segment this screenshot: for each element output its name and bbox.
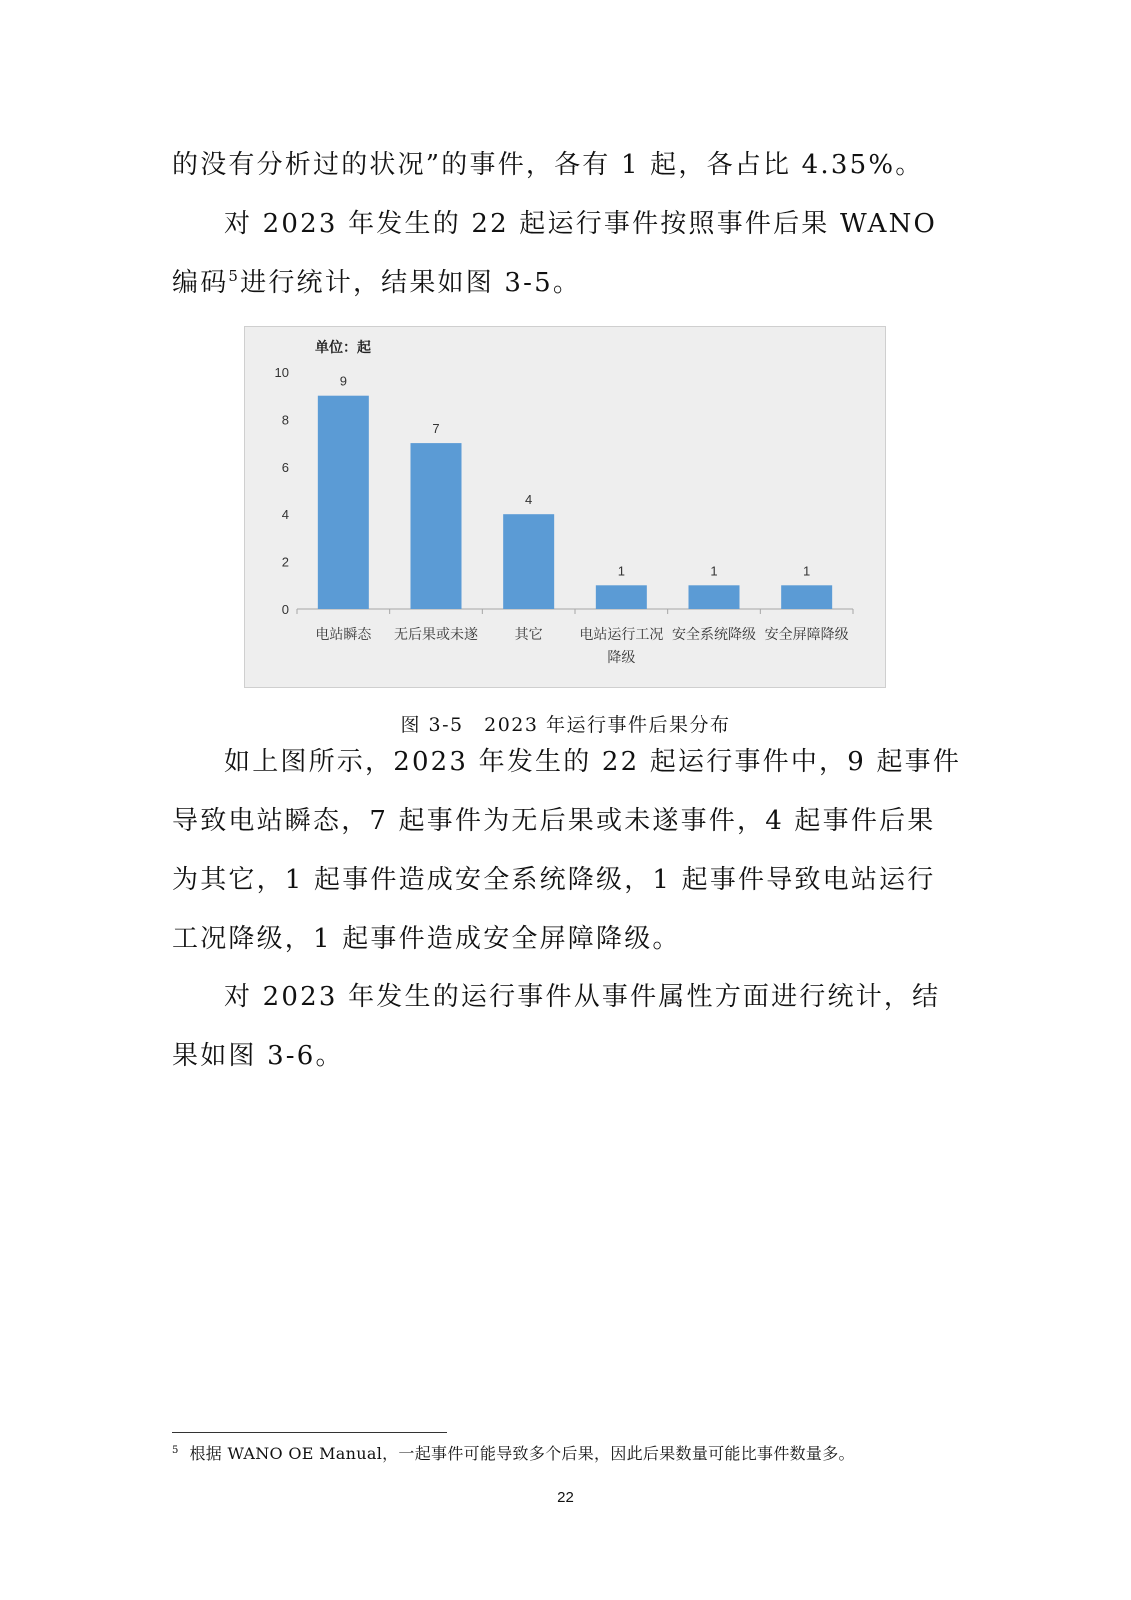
x-tick-label: [765, 626, 849, 642]
x-tick-label: [672, 626, 756, 642]
bar: [503, 514, 554, 609]
x-tick-label: [579, 626, 663, 665]
y-tick-label: 8: [281, 412, 289, 428]
bar: [596, 585, 647, 609]
bar: [411, 443, 462, 609]
y-tick-label: 2: [281, 554, 289, 570]
x-tick-label-line: 降级: [607, 649, 636, 665]
figure-caption: 图 3-5 2023 年运行事件后果分布: [400, 714, 731, 736]
data-label: 1: [803, 563, 811, 579]
footnote-mark: 5: [172, 1445, 179, 1456]
y-tick-label: 4: [281, 507, 289, 523]
x-tick-label-line: 安全屏障降级: [764, 626, 849, 642]
paragraph-3: 如上图所示，2023 年发生的 22 起运行事件中，9 起事件导致电站瞬态，7 起事件为无后果或未遂事件，4 起事件后果为其它，1 起事件造成安全系统降级，1 起事件导致电站运行工况降级，1 起事件造成安全屏障降级。: [172, 747, 962, 954]
paragraph-4: 对 2023 年发生的运行事件从事件属性方面进行统计，结果如图 3-6。: [172, 982, 941, 1071]
x-tick-label: [315, 626, 372, 642]
footnote-text: 根据 WANO OE Manual，一起事件可能导致多个后果，因此后果数量可能比事件数量多。: [189, 1444, 855, 1463]
paragraph-1: 的没有分析过的状况”的事件，各有 1 起，各占比 4.35%。: [172, 150, 924, 180]
bar-chart-canvas: [245, 327, 885, 687]
y-tick-label: 6: [281, 459, 289, 475]
bar: [781, 585, 832, 609]
x-tick-label: [515, 626, 543, 642]
paragraph-2-text-before: 对 2023 年发生的 22 起运行事件按照事件后果 WANO 编码: [172, 209, 938, 298]
page-number: 22: [557, 1489, 574, 1506]
footnote-separator: [172, 1432, 447, 1433]
x-tick-label: [394, 626, 479, 642]
x-tick-label-line: 无后果或未遂: [394, 626, 478, 642]
y-tick-label: 10: [274, 365, 289, 380]
x-tick-label-line: 安全系统降级: [672, 626, 756, 642]
paragraph-2: [172, 195, 962, 313]
x-tick-label-line: 电站瞬态: [315, 626, 372, 642]
y-tick-label: 0: [281, 602, 289, 617]
paragraph-2-text-after: 进行统计，结果如图 3-5。: [240, 268, 582, 298]
data-label: 7: [432, 421, 440, 437]
data-label: 1: [617, 563, 625, 579]
bar: [318, 396, 369, 609]
data-label: 9: [339, 373, 347, 389]
x-tick-label-line: 其它: [514, 626, 543, 642]
bar: [689, 585, 740, 609]
data-label: 4: [525, 492, 533, 508]
x-tick-label-line: 电站运行工况: [579, 626, 664, 642]
footnote-reference[interactable]: 5: [228, 267, 241, 285]
footnote: [172, 1441, 972, 1464]
chart-unit-label: 单位：起: [315, 339, 371, 355]
bar-chart: [244, 326, 886, 688]
data-label: 1: [710, 563, 718, 579]
